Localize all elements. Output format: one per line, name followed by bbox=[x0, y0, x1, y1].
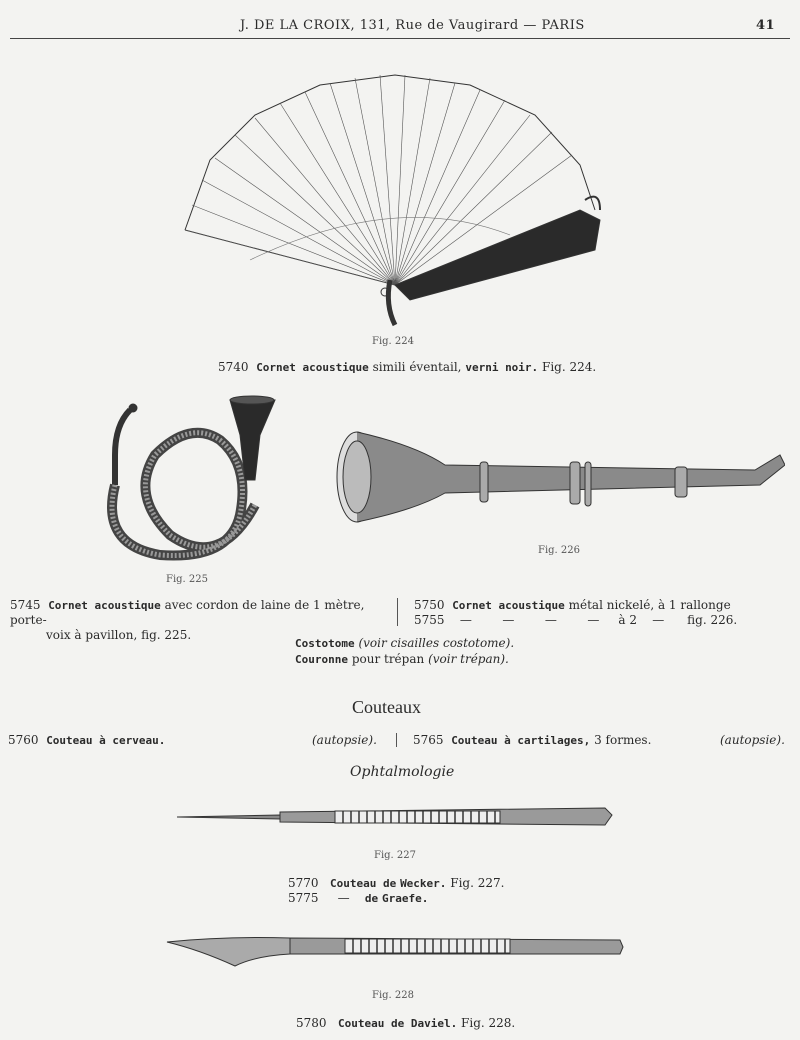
header-rule bbox=[10, 38, 790, 39]
item-number: 5770 bbox=[288, 876, 319, 890]
header-text: J. DE LA CROIX, 131, Rue de Vaugirard — PARIS bbox=[240, 18, 585, 33]
column-divider bbox=[396, 733, 397, 747]
item-name-bold: Graefe. bbox=[381, 892, 429, 905]
couronne-ref: (voir trépan). bbox=[428, 652, 509, 666]
entry-5760 bbox=[8, 733, 165, 747]
item-name: Couteau de Daviel. bbox=[338, 1017, 458, 1030]
fig225-caption: Fig. 225 bbox=[166, 574, 208, 585]
item-number: 5745 bbox=[10, 598, 41, 612]
entry-5780 bbox=[296, 1016, 515, 1030]
metal-ear-trumpet-illustration bbox=[335, 425, 785, 530]
entry-5750 bbox=[414, 598, 794, 628]
item-ref: Fig. 227. bbox=[450, 876, 505, 890]
subsection-title: Ophtalmologie bbox=[350, 764, 455, 780]
note-5760: (autopsie). bbox=[312, 733, 377, 747]
fan-ear-trumpet-illustration bbox=[180, 70, 610, 330]
item-number: 5740 bbox=[218, 360, 249, 374]
fig226-caption: Fig. 226 bbox=[538, 545, 580, 556]
item-name: Couteau à cartilages, bbox=[451, 734, 591, 747]
item-desc-bold: verni noir. bbox=[465, 361, 539, 374]
item-number: 5760 bbox=[8, 733, 39, 747]
item-number: 5780 bbox=[296, 1016, 327, 1030]
item-name: Couteau de bbox=[330, 877, 397, 890]
column-divider bbox=[397, 598, 398, 626]
item-ref: Fig. 224. bbox=[542, 360, 597, 374]
ditto-dash: — bbox=[337, 891, 350, 905]
item-name-bold: Wecker. bbox=[400, 877, 447, 890]
entry-5765 bbox=[413, 733, 651, 747]
item-number: 5765 bbox=[413, 733, 444, 747]
item-ref: Fig. 228. bbox=[461, 1016, 516, 1030]
costotome-ref: (voir cisailles costotome). bbox=[358, 636, 515, 650]
fig224-caption: Fig. 224 bbox=[372, 336, 414, 347]
item-number-2: 5755 bbox=[414, 613, 445, 627]
costotome-name: Costotome bbox=[295, 637, 355, 650]
item-name: Cornet acoustique bbox=[256, 361, 369, 374]
fig224-entry bbox=[218, 360, 596, 374]
fig227-caption: Fig. 227 bbox=[374, 850, 416, 861]
entry-5775 bbox=[288, 891, 428, 905]
item-name: de bbox=[364, 892, 379, 905]
item-desc-line1: avec cordon de laine de 1 mètre, porte- bbox=[10, 598, 365, 627]
page-number: 41 bbox=[756, 18, 776, 33]
couronne-name: Couronne bbox=[295, 653, 348, 666]
costotome-entry bbox=[295, 636, 514, 650]
item-desc: simili éventail, bbox=[372, 360, 462, 374]
entry-5770 bbox=[288, 876, 504, 890]
item-desc: métal nickelé, à 1 rallonge bbox=[568, 598, 731, 612]
item-desc: 3 formes. bbox=[594, 733, 652, 747]
note-5765: (autopsie). bbox=[720, 733, 785, 747]
fig228-caption: Fig. 228 bbox=[372, 990, 414, 1001]
daviel-knife-illustration bbox=[165, 930, 627, 970]
item-desc-line2: voix à pavillon, fig. 225. bbox=[46, 628, 192, 642]
item-name: Cornet acoustique bbox=[452, 599, 565, 612]
couronne-entry bbox=[295, 652, 509, 666]
wecker-knife-illustration bbox=[175, 805, 615, 830]
section-title: Couteaux bbox=[352, 697, 421, 717]
item-desc-2: — — — — à 2 — fig. 226. bbox=[459, 613, 738, 627]
item-name: Cornet acoustique bbox=[48, 599, 161, 612]
item-number: 5775 bbox=[288, 891, 319, 905]
coiled-ear-trumpet-illustration bbox=[100, 395, 285, 575]
item-name: Couteau à cerveau. bbox=[46, 734, 166, 747]
couronne-desc: pour trépan bbox=[351, 652, 425, 666]
item-number: 5750 bbox=[414, 598, 445, 612]
